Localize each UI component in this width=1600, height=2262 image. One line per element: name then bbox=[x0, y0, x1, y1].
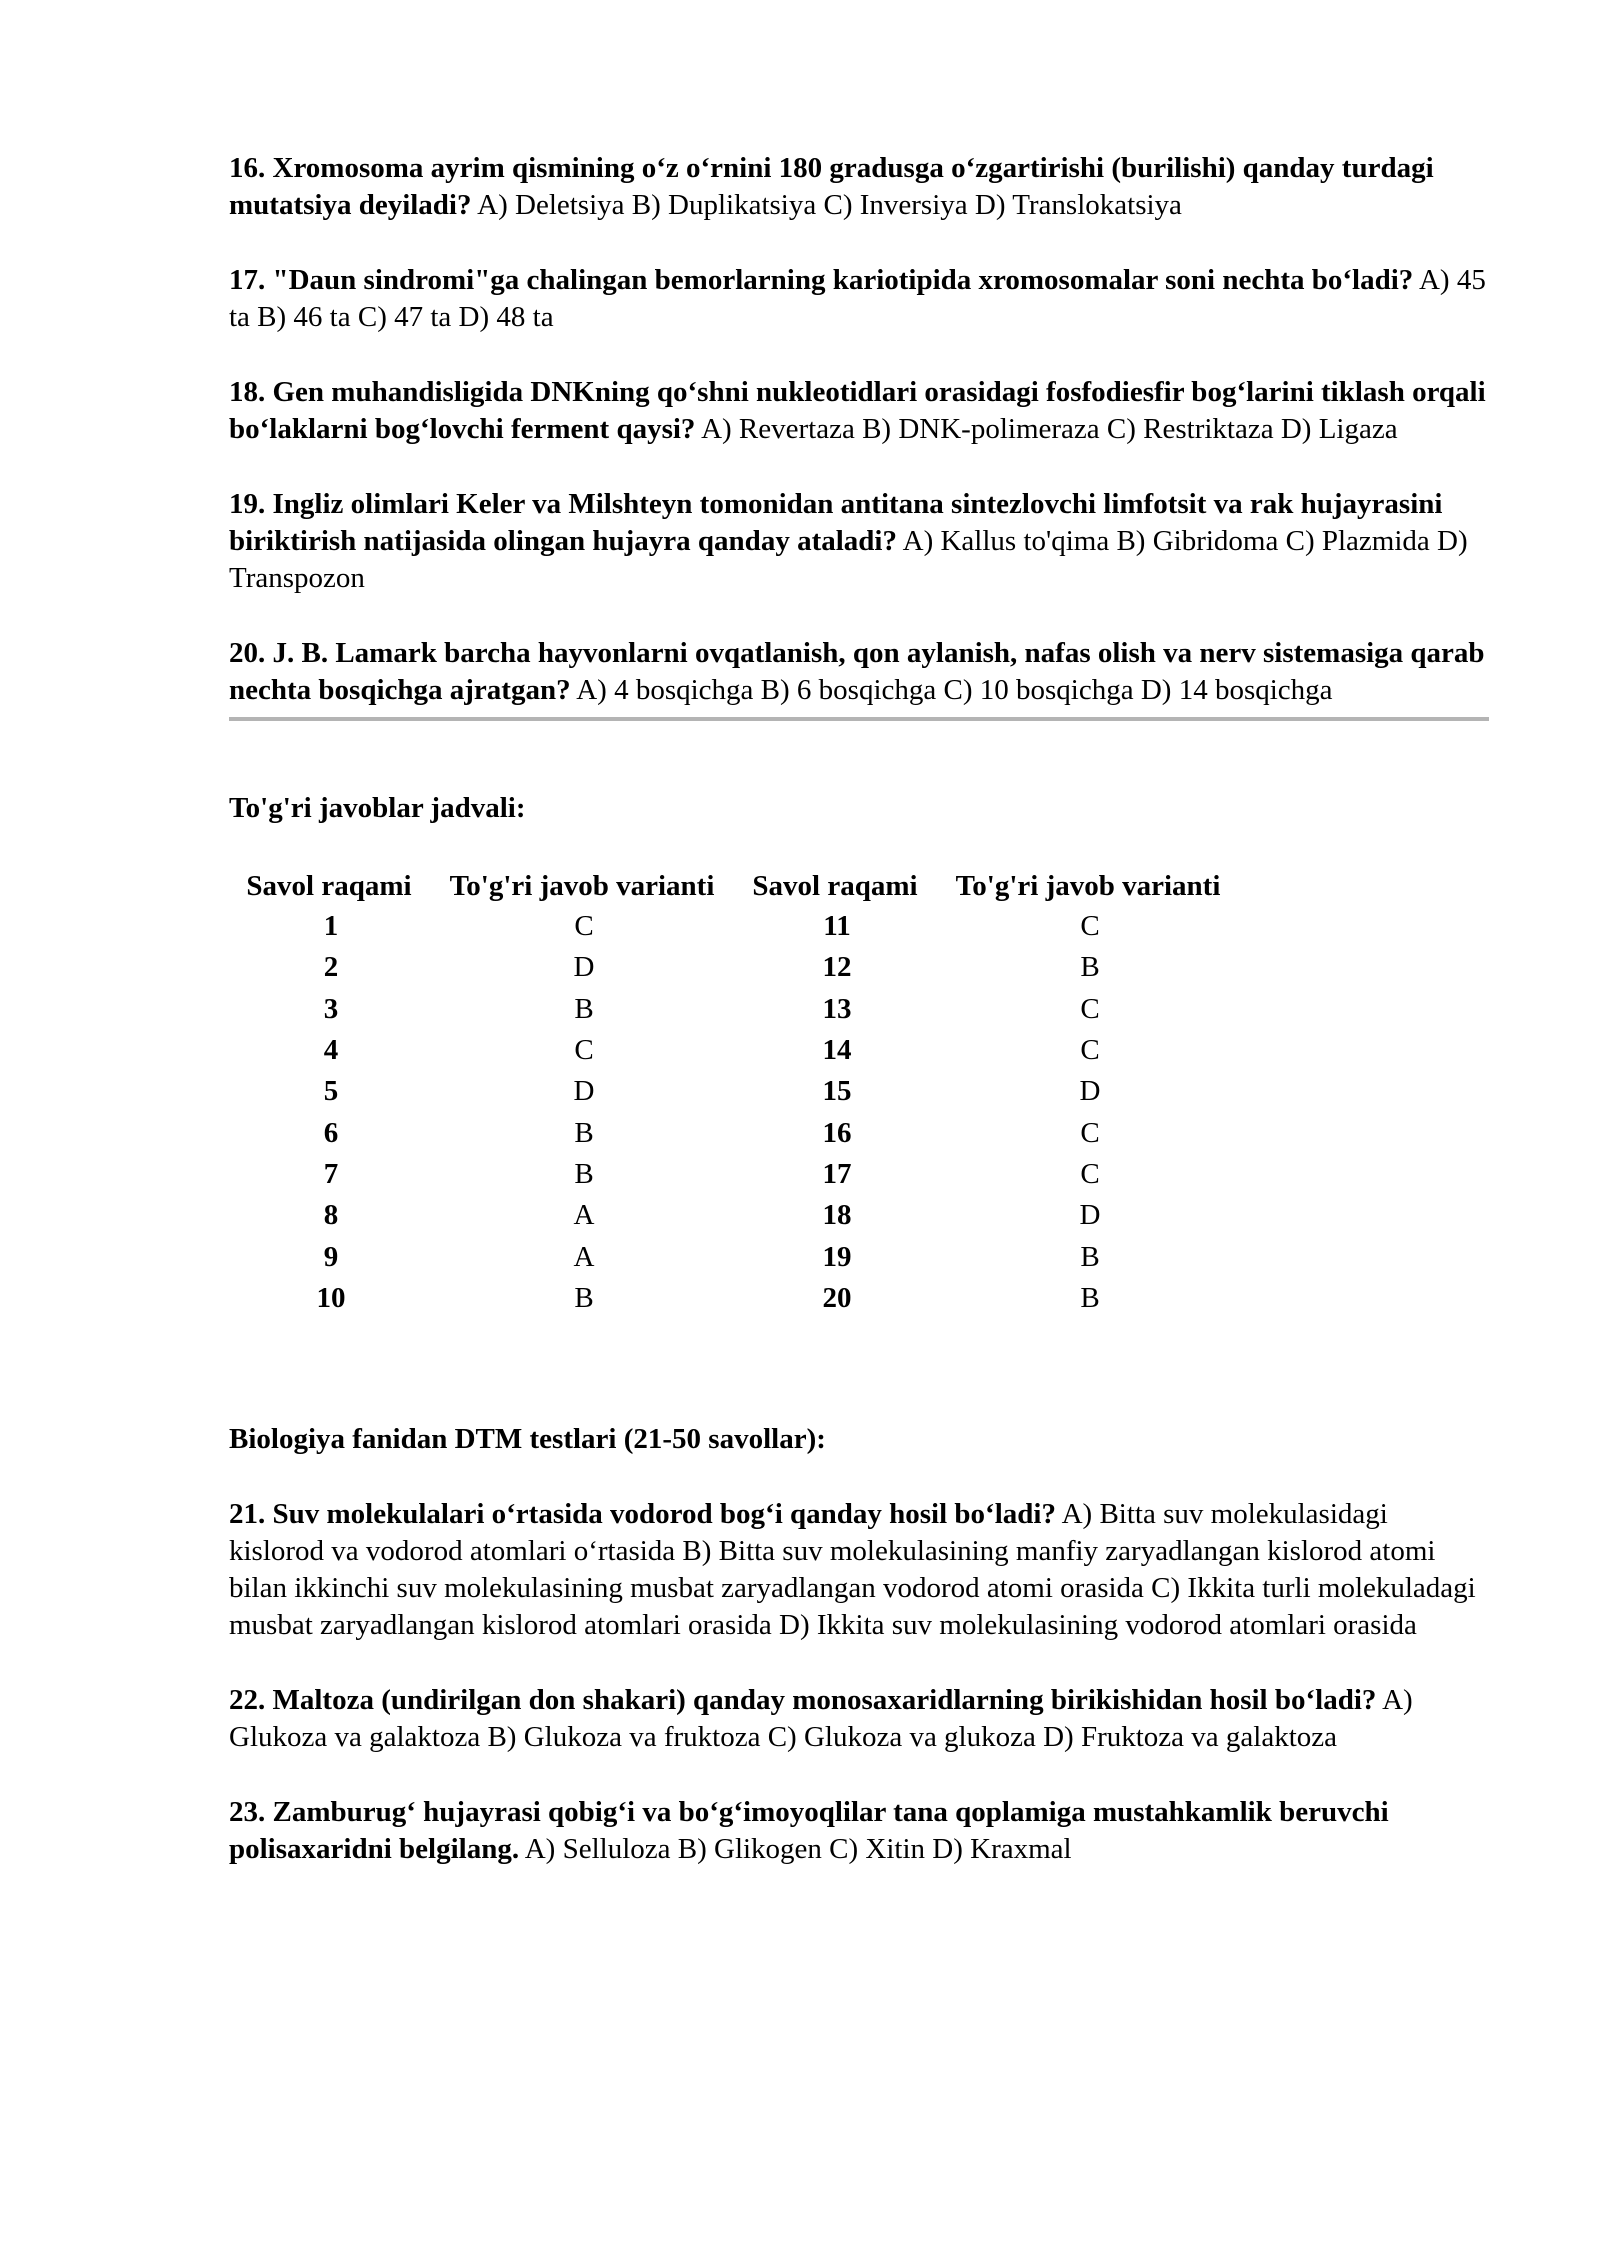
document-page bbox=[229, 150, 1489, 1906]
question-number: 18 bbox=[822, 1199, 852, 1232]
table-row bbox=[233, 906, 1245, 947]
question-number: 1 bbox=[323, 910, 339, 943]
table-row bbox=[233, 1154, 1245, 1195]
question-stem: 22. Maltoza (undirilgan don shakari) qanday monosaxaridlarning birikishidan hosil boʻladi? bbox=[229, 1683, 1377, 1716]
answer-table bbox=[233, 866, 1245, 1319]
correct-option: B bbox=[574, 1116, 594, 1149]
header-question-number: Savol raqami bbox=[752, 870, 918, 902]
question-number: 8 bbox=[323, 1199, 339, 1232]
question-number: 16 bbox=[822, 1116, 852, 1149]
question-16 bbox=[229, 150, 1489, 224]
question-22 bbox=[229, 1682, 1489, 1756]
question-stem: 21. Suv molekulalari oʻrtasida vodorod bogʻi qanday hosil boʻladi? bbox=[229, 1497, 1056, 1530]
correct-option: D bbox=[1079, 1199, 1101, 1232]
correct-option: C bbox=[1080, 992, 1100, 1025]
correct-option: C bbox=[1080, 1034, 1100, 1067]
question-stem: 20. J. B. Lamark barcha hayvonlarni ovqatlanish, qon aylanish, nafas olish va nerv sistemasiga qarab nechta bosqichga ajratgan? bbox=[229, 637, 1485, 706]
correct-option: D bbox=[573, 951, 595, 984]
question-number: 14 bbox=[822, 1034, 852, 1067]
question-stem: 16. Xromosoma ayrim qismining oʻz oʻrnini 180 gradusga oʻzgartirishi (burilishi) qanday turdagi mutatsiya deyiladi? bbox=[229, 152, 1434, 221]
correct-option: B bbox=[1080, 1240, 1100, 1273]
question-number: 6 bbox=[323, 1116, 339, 1149]
question-options: A) 4 bosqichga B) 6 bosqichga C) 10 bosqichga D) 14 bosqichga bbox=[576, 674, 1333, 706]
table-row bbox=[233, 989, 1245, 1030]
header-correct-option: To'g'ri javob varianti bbox=[449, 870, 715, 902]
table-row bbox=[233, 1278, 1245, 1319]
question-number: 11 bbox=[823, 910, 851, 943]
header-question-number: Savol raqami bbox=[246, 870, 412, 902]
question-options: A) Kallus to'qima B) Gibridoma C) Plazmida D) Transpozon bbox=[229, 525, 1468, 594]
question-21 bbox=[229, 1496, 1489, 1644]
question-number: 3 bbox=[323, 992, 339, 1025]
question-number: 10 bbox=[316, 1281, 346, 1314]
question-options: A) Revertaza B) DNK-polimeraza C) Restriktaza D) Ligaza bbox=[701, 413, 1398, 445]
correct-option: C bbox=[574, 1034, 594, 1067]
question-stem: 19. Ingliz olimlari Keler va Milshteyn tomonidan antitana sintezlovchi limfotsit va rak hujayrasini biriktirish natijasida olingan hujayra qanday ataladi? bbox=[229, 488, 1443, 557]
question-options: A) Glukoza va galaktoza B) Glukoza va fruktoza C) Glukoza va glukoza D) Fruktoza va galaktoza bbox=[229, 1683, 1413, 1753]
section-title: Biologiya fanidan DTM testlari (21-50 savollar): bbox=[229, 1422, 826, 1455]
question-number: 13 bbox=[822, 992, 852, 1025]
correct-option: C bbox=[1080, 1157, 1100, 1190]
answer-table-title: To'g'ri javoblar jadvali: bbox=[229, 792, 526, 824]
question-number: 19 bbox=[822, 1240, 852, 1273]
question-number: 12 bbox=[822, 951, 852, 984]
question-stem: 17. "Daun sindromi"ga chalingan bemorlarning kariotipida xromosomalar soni nechta boʻladi? bbox=[229, 264, 1414, 296]
question-17 bbox=[229, 262, 1489, 336]
question-19 bbox=[229, 486, 1489, 597]
correct-option: D bbox=[1079, 1075, 1101, 1108]
correct-option: C bbox=[1080, 1116, 1100, 1149]
question-18 bbox=[229, 374, 1489, 448]
horizontal-divider bbox=[229, 717, 1489, 721]
correct-option: D bbox=[573, 1075, 595, 1108]
question-options: A) Bitta suv molekulasidagi kislorod va vodorod atomlari oʻrtasida B) Bitta suv molekulasining manfiy zaryadlangan kislorod atomi bilan ikkinchi suv molekulasining musbat zaryadlangan vodorod atomi orasida C) Ikkita turli molekuladagi musbat zaryadlangan kislorod atomlari orasida D) Ikkita suv molekulasining vodorod atomlari orasida bbox=[229, 1497, 1476, 1641]
correct-option: B bbox=[574, 992, 594, 1025]
table-row bbox=[233, 1195, 1245, 1236]
question-number: 5 bbox=[323, 1075, 339, 1108]
correct-option: B bbox=[1080, 951, 1100, 984]
question-20 bbox=[229, 635, 1489, 709]
correct-option: C bbox=[1080, 910, 1100, 943]
table-row bbox=[233, 1112, 1245, 1153]
question-number: 7 bbox=[323, 1157, 339, 1190]
question-23 bbox=[229, 1794, 1489, 1868]
question-options: A) 45 ta B) 46 ta C) 47 ta D) 48 ta bbox=[229, 264, 1486, 333]
table-row bbox=[233, 1030, 1245, 1071]
table-row bbox=[233, 947, 1245, 988]
question-number: 17 bbox=[822, 1157, 852, 1190]
correct-option: B bbox=[574, 1281, 594, 1314]
question-options: A) Selluloza B) Glikogen C) Xitin D) Kraxmal bbox=[524, 1832, 1072, 1865]
correct-option: A bbox=[573, 1240, 595, 1273]
correct-option: B bbox=[1080, 1281, 1100, 1314]
header-correct-option: To'g'ri javob varianti bbox=[955, 870, 1221, 902]
question-number: 2 bbox=[323, 951, 339, 984]
correct-option: C bbox=[574, 910, 594, 943]
question-options: A) Deletsiya B) Duplikatsiya C) Inversiya D) Translokatsiya bbox=[477, 189, 1182, 221]
correct-option: B bbox=[574, 1157, 594, 1190]
question-number: 20 bbox=[822, 1281, 852, 1314]
table-row bbox=[233, 1236, 1245, 1277]
table-row bbox=[233, 1071, 1245, 1112]
question-number: 15 bbox=[822, 1075, 852, 1108]
question-number: 4 bbox=[323, 1034, 339, 1067]
question-stem: 18. Gen muhandisligida DNKning qoʻshni nukleotidlari orasidagi fosfodiesfir bogʻlarini tiklash orqali boʻlaklarni bogʻlovchi ferment qaysi? bbox=[229, 376, 1486, 445]
answer-table-header-row bbox=[233, 866, 1245, 906]
question-number: 9 bbox=[323, 1240, 339, 1273]
question-stem: 23. Zamburugʻ hujayrasi qobigʻi va boʻgʻimoyoqlilar tana qoplamiga mustahkamlik beruvchi polisaxaridni belgilang. bbox=[229, 1795, 1389, 1865]
correct-option: A bbox=[573, 1199, 595, 1232]
